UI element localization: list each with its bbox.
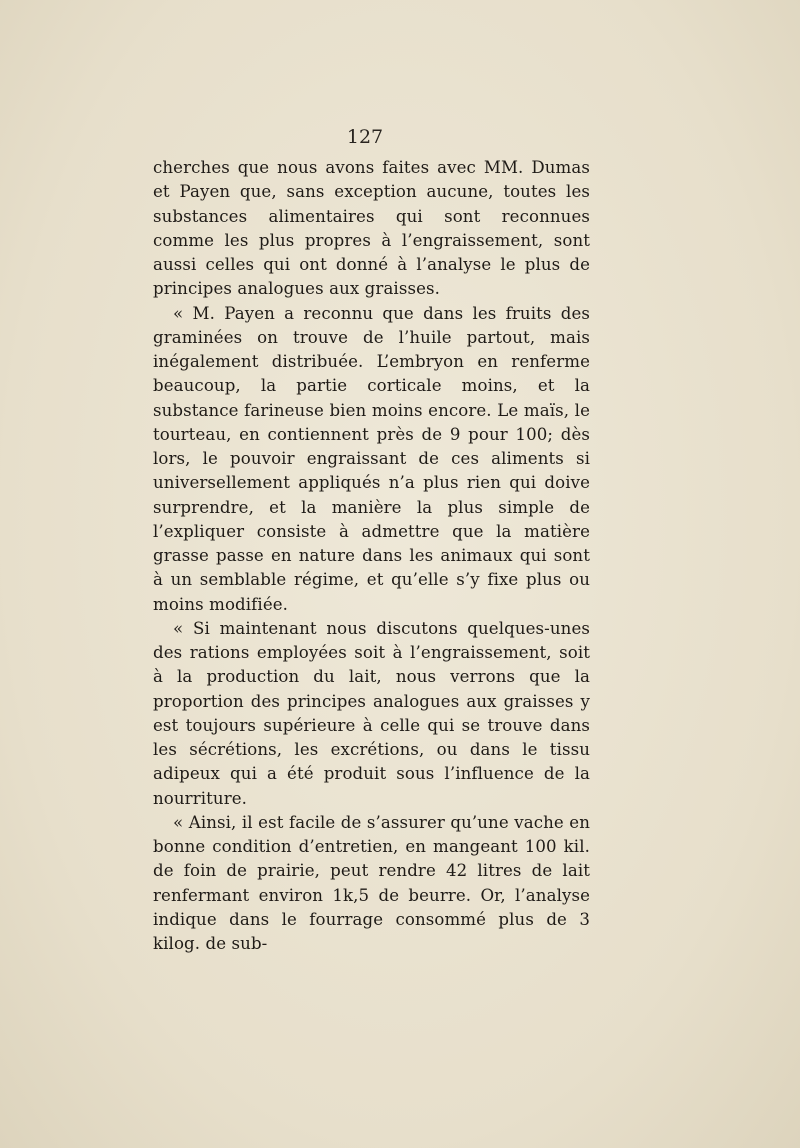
page-number: 127 — [346, 126, 384, 148]
paragraph-rations: « Si maintenant nous discutons quelques-unes des rations employées soit à l’engraissement, soit à la production du lait, nous verrons que la proportion des principes analogues aux graisses y est toujours supérieure à celle qui se trouve dans les sécrétions, les excrétions, ou dans le tissu adipeux qui a été produit sous l’influence de la nourriture. — [153, 618, 590, 808]
body-text — [153, 156, 590, 956]
paragraph-continuation: cherches que nous avons faites avec MM. Dumas et Payen que, sans exception aucune, toutes les substances alimentaires qui sont reconnues comme les plus propres à l’engraissement, sont aussi celles qui ont donné à l’analyse le plus de principes analogues aux graisses. — [153, 158, 590, 299]
paragraph-cow-example: « Ainsi, il est facile de s’assurer qu’une vache en bonne condition d’entretien, en mangeant 100 kil. de foin de prairie, peut rendre 42 litres de lait renfermant environ 1k,5 de beurre. Or, l’analyse indique dans le fourrage consommé plus de 3 kilog. de sub- — [153, 812, 590, 953]
paragraph-payen-quote: « M. Payen a reconnu que dans les fruits des graminées on trouve de l’huile partout, mais inégalement distribuée. L’embryon en renferme beaucoup, la partie corticale moins, et la substance farineuse bien moins encore. Le maïs, le tourteau, en contiennent près de 9 pour 100; dès lors, le pouvoir engraissant de ces aliments si universellement appliqués n’a plus rien qui doive surprendre, et la manière la plus simple de l’expliquer consiste à admettre que la matière grasse passe en nature dans les animaux qui sont à un semblable régime, et qu’elle s’y fixe plus ou moins modifiée. — [153, 303, 590, 614]
